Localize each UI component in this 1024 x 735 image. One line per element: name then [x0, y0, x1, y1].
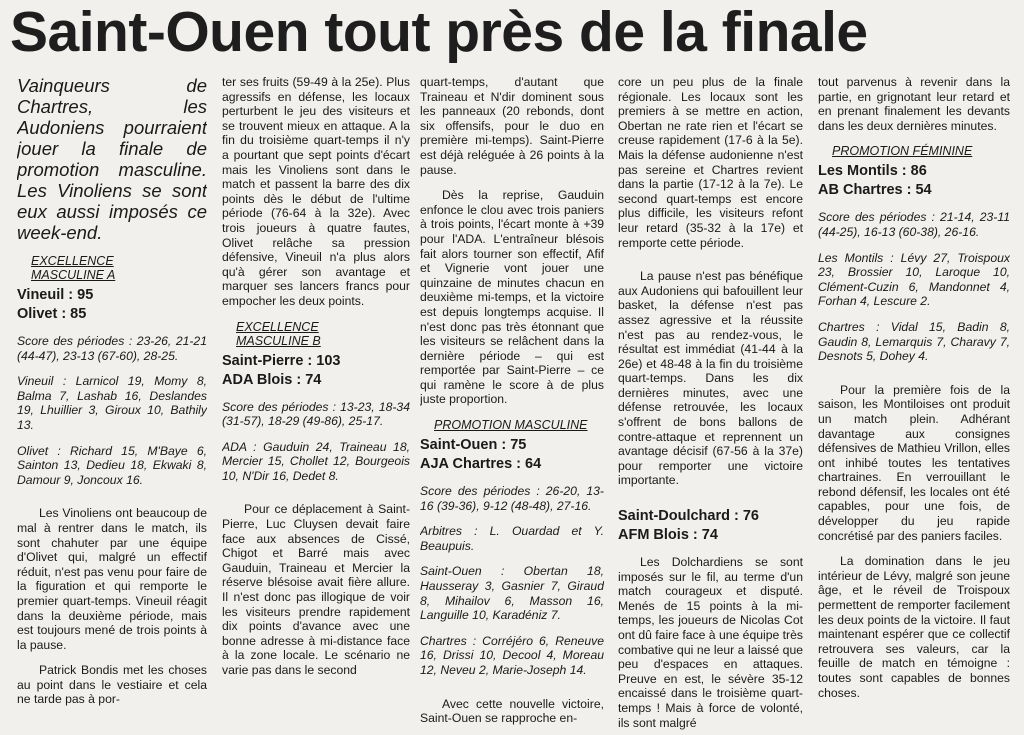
result-team-2: Olivet : 85 [17, 306, 87, 322]
result-team-2: AFM Blois : 74 [618, 527, 718, 544]
article-paragraph: core un peu plus de la finale régionale. Les locaux sont les premiers à se mettre en action, Obertan ne rate rien et l'écart se creuse rapidement (17-6 à la 5e). Mais la défense audonienne n'est pas sereine et Chartres revient dans la partie (17-12 à la 7e). Le second quart-temps est encore plus difficile, les visiteurs refont leur retard (35-32 à la 17e) et remporte cette période. [618, 75, 803, 250]
article-paragraph: Pour ce déplacement à Saint-Pierre, Luc Cluysen devait faire face aux absences de Cissé, Chigot et Barré mais avec Gauduin, Traineau et Mercier la réserve blésoise avait fière allure. Il n'est donc pas illogique de voir les visiteurs prendre rapidement dix points d'avance avec une bonne adresse à mi-distance face à la zone locale. Le scénario ne varie pas dans le second [222, 502, 410, 677]
result-team-1: Saint-Doulchard : 76 [618, 508, 759, 525]
result-vineuil-olivet [17, 286, 207, 324]
column-4 [618, 75, 803, 735]
section-excellence-masculine-a [31, 254, 207, 282]
referees: Arbitres : L. Ouardad et Y. Beaupuis. [420, 524, 604, 553]
column-3 [420, 75, 604, 735]
result-team-1: Saint-Pierre : 103 [222, 352, 341, 369]
section-excellence-masculine-b [236, 320, 410, 348]
article-paragraph: quart-temps, d'autant que Traineau et N'dir dominent sous les panneaux (20 rebonds, dont six offensifs, pour le duo en première mi-temps). Saint-Pierre est déjà reléguée à 26 points à la pause. [420, 75, 604, 177]
column-1 [17, 75, 207, 735]
article-paragraph: La pause n'est pas bénéfique aux Audoniens qui bafouillent leur basket, la défense n'est pas assez agressive et la réussite n'est pas au rendez-vous, le résultat est immédiat (41-44 à la 26e) et 48-48 à la fin du troisième quart-temps. Dans les dix dernières minutes, avec une défense retrouvée, les locaux s'offrent de bons ballons de contre-attaque et reprennent un avantage décisif (67-56 à la 37e) pour remporter une victoire importante. [618, 269, 803, 488]
article-paragraph: Dès la reprise, Gauduin enfonce le clou avec trois paniers à trois points, l'écart monte à +39 pour l'ADA. L'entraîneur blésois fait alors tourner son effectif, Afif et Vignerie vont jouer une quinzaine de minutes chacun en deuxième mi-temps, et la victoire est depuis longtemps acquise. Il n'est donc pas très étonnant que les visiteurs se relâchent dans la dernière période – qui est remportée par Saint-Pierre – ce qui ramène le score à de plus juste proportion. [420, 188, 604, 407]
lineup-olivet: Olivet : Richard 15, M'Baye 6, Sainton 13, Dedieu 18, Ekwaki 8, Damour 9, Joncoux 16. [17, 443, 207, 487]
headline: Saint-Ouen tout près de la finale [10, 0, 868, 64]
lede: Vainqueurs de Chartres, les Audoniens pourraient jouer la finale de promotion masculine. Les Vinoliens se sont eux aussi imposés ce week-end. [17, 75, 207, 243]
article-paragraph: Les Dolchardiens se sont imposés sur le fil, au terme d'un match courageux et disputé. Menés de 15 points à la mi-temps, les joueurs de Nicolas Cot ont dû faire face à une équipe très combative qui ne leur a laissé que peu d'espaces en attaques. Preuve en est, le sévère 35-12 encaissé dans le troisième quart-temps ! Mais à force de volonté, ils sont malgré [618, 555, 803, 730]
period-scores: Score des périodes : 13-23, 18-34 (31-57), 18-29 (49-86), 25-17. [222, 399, 410, 429]
article-paragraph: La domination dans le jeu intérieur de Lévy, malgré son jeune âge, et le réveil de Troispoux permettent de remporter facilement les deux points de la victoire. Il faut maintenant espérer que ce collectif retrouvera ses valeurs, car la feuille de match en témoigne : toutes sont capables de bonnes choses. [818, 554, 1010, 700]
period-scores: Score des périodes : 26-20, 13-16 (39-36), 9-12 (48-48), 27-16. [420, 484, 604, 513]
result-team-2: ADA Blois : 74 [222, 371, 322, 388]
result-saint-pierre-ada-blois [222, 352, 410, 390]
article-paragraph: tout parvenus à revenir dans la partie, en grignotant leur retard et en prenant finalement les devants dans les deux dernières minutes. [818, 75, 1010, 133]
article-paragraph: Patrick Bondis met les choses au point dans le vestiaire et cela ne tarde pas à por- [17, 663, 207, 707]
result-team-1: Les Montils : 86 [818, 163, 927, 180]
result-les-montils-ab-chartres [818, 162, 1010, 200]
column-5 [818, 75, 1010, 735]
section-promotion-masculine: PROMOTION MASCULINE [434, 418, 588, 433]
result-saint-ouen-aja-chartres [420, 436, 604, 474]
article-paragraph: ter ses fruits (59-49 à la 25e). Plus agressifs en défense, les locaux perturbent le jeu des visiteurs et se trouvent mieux en attaque. A la fin du troisième quart-temps il n'y a pourtant que sept points d'écart mais les Vinoliens sont dans le match et passent la barre des dix points dès le début de l'ultime période (76-64 à la 32e). Avec trois joueurs à quatre fautes, Olivet relâche sa pression défensive, Vineuil n'a plus alors qu'à gérer son avantage et marquer ses lancers francs pour empocher les deux points. [222, 75, 410, 308]
section-promotion-feminine: PROMOTION FÉMININE [832, 144, 973, 159]
result-team-1: Vineuil : 95 [17, 287, 94, 303]
period-scores: Score des périodes : 23-26, 21-21 (44-47), 23-13 (67-60), 28-25. [17, 334, 207, 363]
column-2 [222, 75, 410, 735]
result-team-2: AJA Chartres : 64 [420, 456, 542, 473]
article-paragraph: Les Vinoliens ont beaucoup de mal à rentrer dans le match, ils sont chahuter par une équipe d'Olivet qui, malgré un effectif réduit, n'est pas venu pour faire de la figuration et qui remporte le premier quart-temps. Vineuil réagit dans la deuxième période, mais est toujours mené de trois points à la pause. [17, 506, 207, 652]
lineup-les-montils: Les Montils : Lévy 27, Troispoux 23, Brossier 10, Laroque 10, Clément-Cuzin 6, Mandonnet 4, Forhan 4, Lescure 2. [818, 250, 1010, 309]
section-line-2: MASCULINE A [31, 268, 116, 282]
section-line-1: EXCELLENCE [31, 254, 114, 268]
result-team-1: Saint-Ouen : 75 [420, 437, 527, 454]
article-paragraph: Avec cette nouvelle victoire, Saint-Ouen se rapproche en- [420, 696, 604, 726]
section-line-1: EXCELLENCE [236, 319, 319, 334]
result-team-2: AB Chartres : 54 [818, 182, 932, 199]
article-paragraph: Pour la première fois de la saison, les Montiloises ont produit un match plein. Adhérant davantage aux consignes défensives de Mathieu Vrillon, elles ont inhibé toutes les tentatives chartraines. En verrouillant le rebond défensif, les locales ont été capables, pour une fois, de développer du jeu rapide concrétisé par des paniers faciles. [818, 382, 1010, 543]
lineup-saint-ouen: Saint-Ouen : Obertan 18, Hausseray 3, Gasnier 7, Giraud 8, Mihailov 6, Masson 16, Languille 10, Karadéniz 7. [420, 564, 604, 623]
section-line-2: MASCULINE B [236, 333, 321, 348]
lineup-vineuil: Vineuil : Larnicol 19, Momy 8, Balma 7, Lashab 16, Deslandes 19, Lhuillier 3, Giroux 10, Bathily 13. [17, 374, 207, 432]
period-scores: Score des périodes : 21-14, 23-11 (44-25), 16-13 (60-38), 26-16. [818, 210, 1010, 239]
lineup-ada: ADA : Gauduin 24, Traineau 18, Mercier 15, Chollet 12, Bourgeois 10, N'Dir 16, Dedet 8. [222, 439, 410, 483]
lineup-chartres: Chartres : Vidal 15, Badin 8, Gaudin 8, Lemarquis 7, Charavy 7, Desnots 5, Dohey 4. [818, 319, 1010, 364]
lineup-chartres: Chartres : Corréjéro 6, Reneuve 16, Drissi 10, Decool 4, Moreau 12, Neveu 2, Marie-Joseph 14. [420, 633, 604, 677]
result-saint-doulchard-afm-blois [618, 507, 803, 545]
